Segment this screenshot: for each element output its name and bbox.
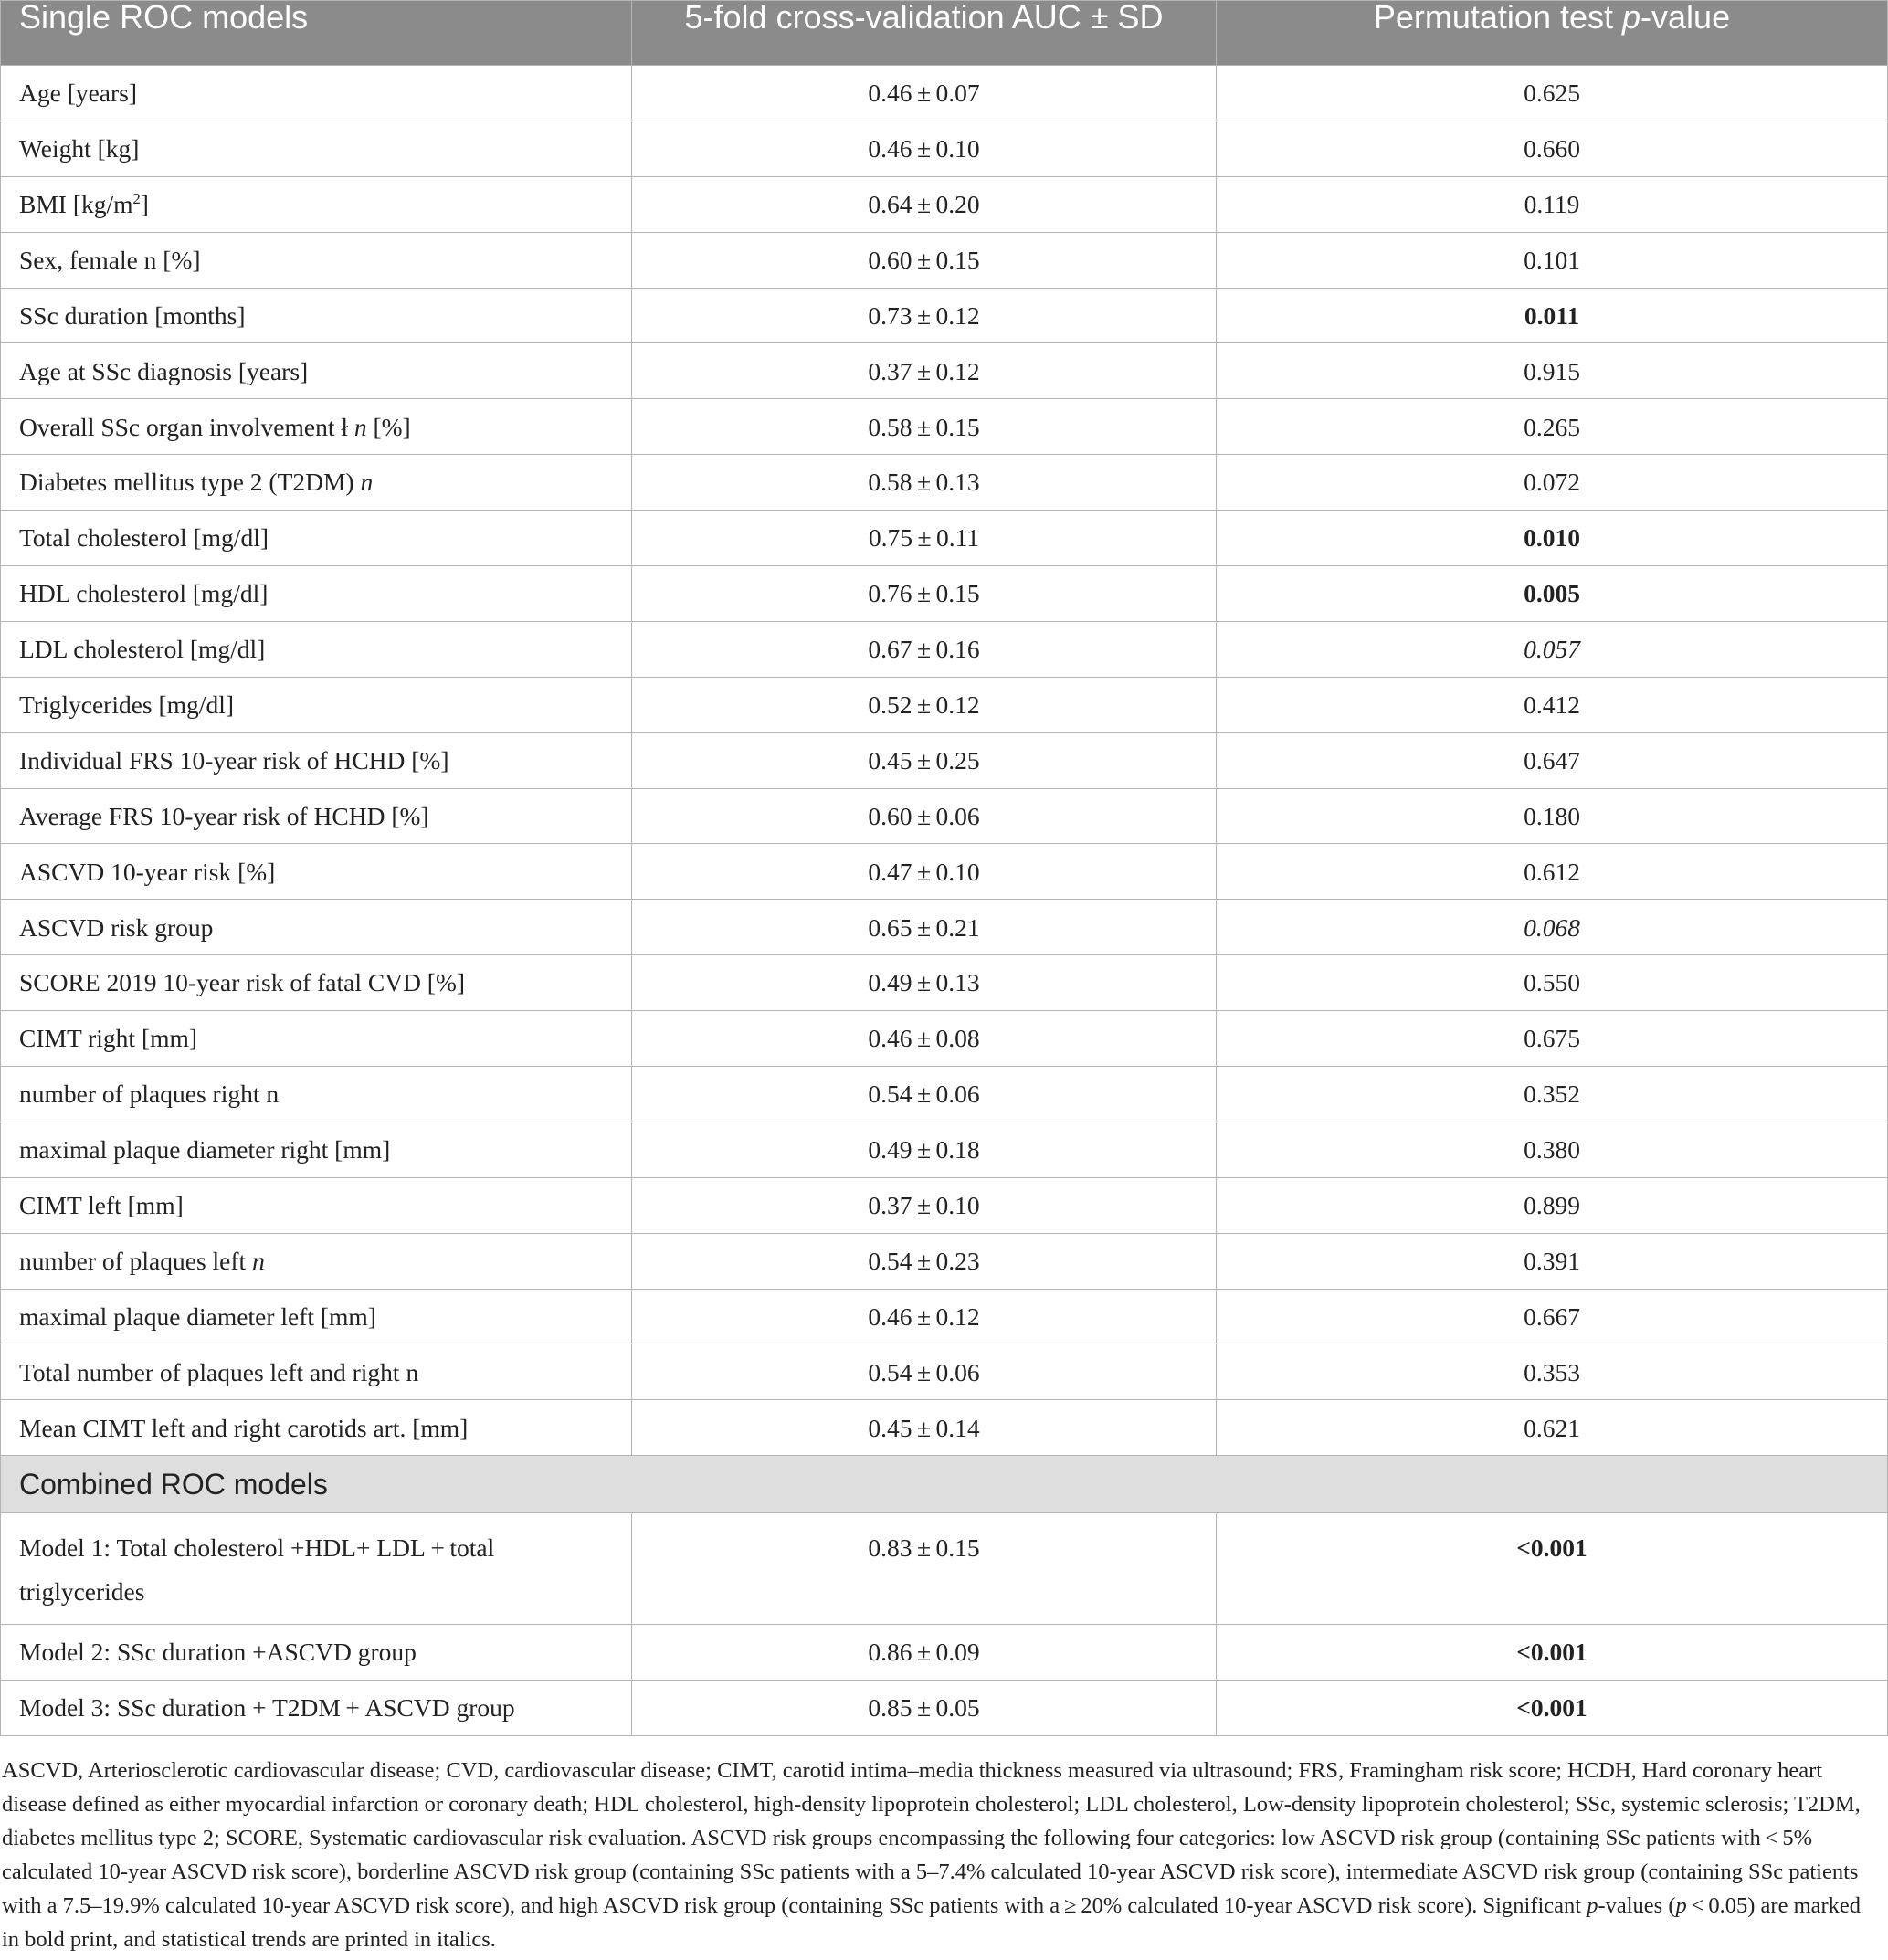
header-single-roc-models: Single ROC models <box>1 1 632 66</box>
p-value: 0.667 <box>1217 1289 1888 1344</box>
auc-value: 0.46 ± 0.12 <box>632 1289 1217 1344</box>
row-label: Mean CIMT left and right carotids art. [mm] <box>1 1400 632 1456</box>
model-2-auc: 0.86 ± 0.09 <box>632 1625 1217 1681</box>
auc-value: 0.37 ± 0.12 <box>632 343 1217 399</box>
row-label: number of plaques left n <box>1 1233 632 1289</box>
table-footnote: ASCVD, Arteriosclerotic cardiovascular disease; CVD, cardiovascular disease; CIMT, carotid intima–media thickness measured via ultrasound; FRS, Framingham risk score; HCDH, Hard coronary heart disease defined as either myocardial infarction or coronary death; HDL cholesterol, high-density lipoprotein cholesterol; LDL cholesterol, Low-density lipoprotein cholesterol; SSc, systemic sclerosis; T2DM, diabetes mellitus type 2; SCORE, Systematic cardiovascular risk evaluation. ASCVD risk groups encompassing the following four categories: low ASCVD risk group (containing SSc patients with < 5% calculated 10-year ASCVD risk score), borderline ASCVD risk group (containing SSc patients with a 5–7.4% calculated 10-year ASCVD risk score), intermediate ASCVD risk group (containing SSc patients with a 7.5–19.9% calculated 10-year ASCVD risk score), and high ASCVD risk group (containing SSc patients with a ≥ 20% calculated 10-year ASCVD risk score). Significant p-values (p < 0.05) are marked in bold print, and statistical trends are printed in italics. <box>2 1758 1862 1953</box>
combined-section-row <box>1 1456 1888 1513</box>
table-row <box>1 66 1888 121</box>
header-permutation-p: Permutation test p-value <box>1217 1 1888 66</box>
row-label: ASCVD 10-year risk [%] <box>1 844 632 900</box>
model-1-auc: 0.83 ± 0.15 <box>632 1513 1217 1625</box>
auc-value: 0.49 ± 0.13 <box>632 955 1217 1011</box>
auc-value: 0.37 ± 0.10 <box>632 1177 1217 1233</box>
row-label: HDL cholesterol [mg/dl] <box>1 566 632 622</box>
table-row <box>1 1681 1888 1736</box>
auc-value: 0.49 ± 0.18 <box>632 1122 1217 1177</box>
p-value: 0.353 <box>1217 1344 1888 1400</box>
auc-value: 0.46 ± 0.07 <box>632 66 1217 121</box>
table-row <box>1 1625 1888 1681</box>
auc-value: 0.46 ± 0.08 <box>632 1011 1217 1067</box>
table-row <box>1 900 1888 955</box>
model-3-label: Model 3: SSc duration + T2DM + ASCVD group <box>1 1681 632 1736</box>
table-row <box>1 399 1888 455</box>
table-row <box>1 1344 1888 1400</box>
p-value: 0.072 <box>1217 455 1888 511</box>
table-row <box>1 343 1888 399</box>
p-value: 0.612 <box>1217 844 1888 900</box>
p-value: 0.068 <box>1217 900 1888 955</box>
auc-value: 0.67 ± 0.16 <box>632 621 1217 677</box>
p-value: 0.352 <box>1217 1067 1888 1122</box>
table-row <box>1 1177 1888 1233</box>
auc-value: 0.58 ± 0.13 <box>632 455 1217 511</box>
table-row <box>1 1067 1888 1122</box>
p-value: 0.391 <box>1217 1233 1888 1289</box>
model-3-auc: 0.85 ± 0.05 <box>632 1681 1217 1736</box>
row-label: Sex, female n [%] <box>1 232 632 288</box>
auc-value: 0.47 ± 0.10 <box>632 844 1217 900</box>
auc-value: 0.64 ± 0.20 <box>632 176 1217 232</box>
table-row <box>1 677 1888 732</box>
table-row <box>1 566 1888 622</box>
p-value: 0.675 <box>1217 1011 1888 1067</box>
model-1-p: <0.001 <box>1217 1513 1888 1625</box>
table-row <box>1 788 1888 844</box>
row-label: SCORE 2019 10-year risk of fatal CVD [%] <box>1 955 632 1011</box>
table-row <box>1 1289 1888 1344</box>
p-value: 0.119 <box>1217 176 1888 232</box>
model-3-p: <0.001 <box>1217 1681 1888 1736</box>
auc-value: 0.54 ± 0.06 <box>632 1067 1217 1122</box>
table-row <box>1 176 1888 232</box>
auc-value: 0.60 ± 0.06 <box>632 788 1217 844</box>
p-value: 0.899 <box>1217 1177 1888 1233</box>
auc-value: 0.45 ± 0.25 <box>632 732 1217 788</box>
p-value: 0.412 <box>1217 677 1888 732</box>
auc-value: 0.45 ± 0.14 <box>632 1400 1217 1456</box>
row-label: Individual FRS 10-year risk of HCHD [%] <box>1 732 632 788</box>
model-1-label: Model 1: Total cholesterol +HDL+ LDL + total triglycerides <box>1 1513 632 1625</box>
auc-value: 0.54 ± 0.23 <box>632 1233 1217 1289</box>
p-value: 0.057 <box>1217 621 1888 677</box>
row-label: ASCVD risk group <box>1 900 632 955</box>
row-label: Triglycerides [mg/dl] <box>1 677 632 732</box>
p-value: 0.101 <box>1217 232 1888 288</box>
row-label: Age [years] <box>1 66 632 121</box>
p-value: 0.010 <box>1217 511 1888 566</box>
row-label: BMI $[kg/m^2]$ <box>1 176 632 232</box>
table-row <box>1 1233 1888 1289</box>
auc-value: 0.52 ± 0.12 <box>632 677 1217 732</box>
row-label: Weight [kg] <box>1 121 632 176</box>
p-value: 0.380 <box>1217 1122 1888 1177</box>
row-label: Total number of plaques left and right n <box>1 1344 632 1400</box>
auc-value: 0.65 ± 0.21 <box>632 900 1217 955</box>
row-label: SSc duration [months] <box>1 288 632 343</box>
row-label: Age at SSc diagnosis [years] <box>1 343 632 399</box>
table-row <box>1 511 1888 566</box>
p-value: 0.011 <box>1217 288 1888 343</box>
row-label: LDL cholesterol [mg/dl] <box>1 621 632 677</box>
row-label: CIMT right [mm] <box>1 1011 632 1067</box>
table-row <box>1 844 1888 900</box>
row-label: Average FRS 10-year risk of HCHD [%] <box>1 788 632 844</box>
p-value: 0.005 <box>1217 566 1888 622</box>
table-row <box>1 732 1888 788</box>
row-label: number of plaques right n <box>1 1067 632 1122</box>
auc-value: 0.60 ± 0.15 <box>632 232 1217 288</box>
table-row <box>1 621 1888 677</box>
auc-value: 0.76 ± 0.15 <box>632 566 1217 622</box>
table-row <box>1 1011 1888 1067</box>
auc-value: 0.54 ± 0.06 <box>632 1344 1217 1400</box>
auc-value: 0.75 ± 0.11 <box>632 511 1217 566</box>
table-row <box>1 121 1888 176</box>
row-label: Diabetes mellitus type 2 (T2DM) n <box>1 455 632 511</box>
table-row <box>1 1513 1888 1625</box>
single-models-body <box>1 66 1888 1456</box>
row-label: maximal plaque diameter left [mm] <box>1 1289 632 1344</box>
table-row <box>1 955 1888 1011</box>
table-row <box>1 288 1888 343</box>
p-value: 0.625 <box>1217 66 1888 121</box>
p-value: 0.647 <box>1217 732 1888 788</box>
table-header-row <box>1 1 1888 66</box>
p-value: 0.621 <box>1217 1400 1888 1456</box>
p-value: 0.660 <box>1217 121 1888 176</box>
row-label: CIMT left [mm] <box>1 1177 632 1233</box>
model-2-label: Model 2: SSc duration +ASCVD group <box>1 1625 632 1681</box>
p-value: 0.265 <box>1217 399 1888 455</box>
table-row <box>1 1122 1888 1177</box>
table-row <box>1 232 1888 288</box>
row-label: Total cholesterol [mg/dl] <box>1 511 632 566</box>
combined-models-body <box>1 1456 1888 1736</box>
p-value: 0.550 <box>1217 955 1888 1011</box>
header-auc: 5-fold cross-validation AUC ± SD <box>632 1 1217 66</box>
table-row <box>1 1400 1888 1456</box>
row-label: Overall SSc organ involvement ł n [%] <box>1 399 632 455</box>
auc-value: 0.73 ± 0.12 <box>632 288 1217 343</box>
row-label: maximal plaque diameter right [mm] <box>1 1122 632 1177</box>
auc-value: 0.46 ± 0.10 <box>632 121 1217 176</box>
p-value: 0.915 <box>1217 343 1888 399</box>
table-row <box>1 455 1888 511</box>
model-2-p: <0.001 <box>1217 1625 1888 1681</box>
combined-section-title: Combined ROC models <box>1 1456 1888 1513</box>
p-value: 0.180 <box>1217 788 1888 844</box>
auc-value: 0.58 ± 0.15 <box>632 399 1217 455</box>
